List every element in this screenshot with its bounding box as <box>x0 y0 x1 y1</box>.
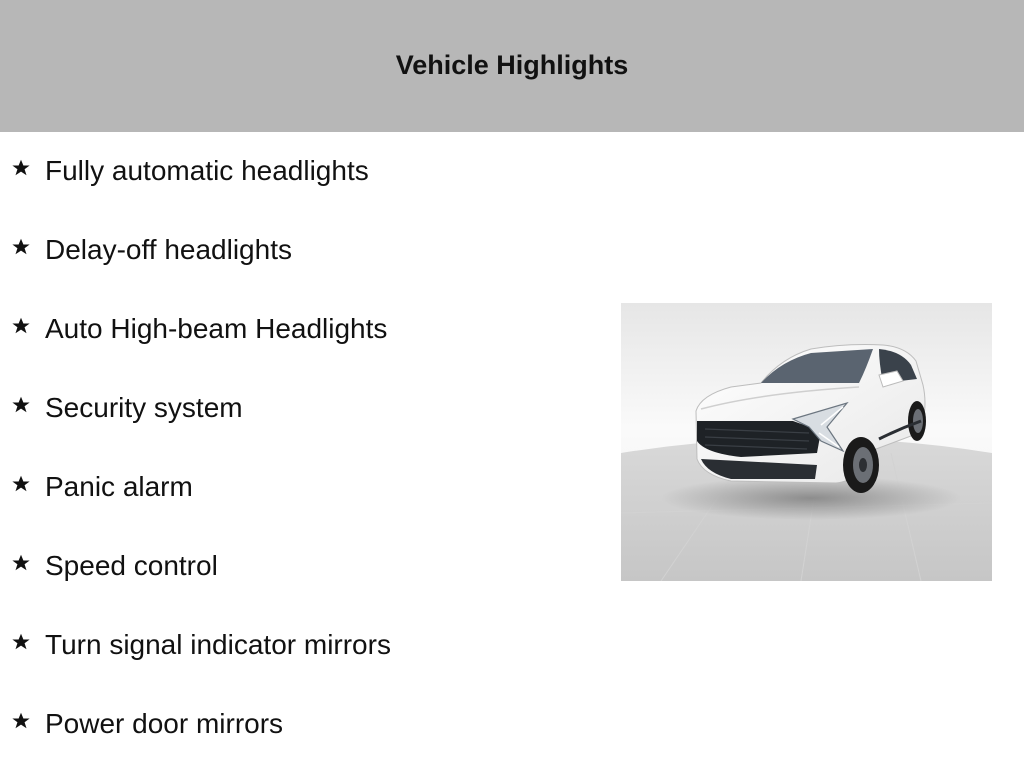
feature-label: Panic alarm <box>45 471 193 502</box>
list-item <box>0 448 600 527</box>
feature-list <box>0 132 600 764</box>
feature-label: Turn signal indicator mirrors <box>45 629 391 660</box>
vehicle-photo <box>621 303 992 581</box>
list-item <box>0 211 600 290</box>
feature-label: Power door mirrors <box>45 708 284 739</box>
star-icon <box>10 394 32 416</box>
list-item <box>0 527 600 606</box>
list-item <box>0 369 600 448</box>
star-icon <box>10 710 32 732</box>
list-item <box>0 606 600 685</box>
star-icon <box>10 552 32 574</box>
vehicle-illustration <box>621 303 992 581</box>
feature-label: Auto High-beam Headlights <box>45 313 388 344</box>
feature-label: Delay-off headlights <box>45 234 292 265</box>
list-item <box>0 290 600 369</box>
page-title: Vehicle Highlights <box>395 49 629 80</box>
highlights-header <box>0 0 1024 132</box>
feature-label: Speed control <box>45 550 218 581</box>
feature-label: Security system <box>45 392 243 423</box>
star-icon <box>10 473 32 495</box>
star-icon <box>10 236 32 258</box>
list-item <box>0 685 600 764</box>
list-item <box>0 132 600 211</box>
star-icon <box>10 157 32 179</box>
star-icon <box>10 315 32 337</box>
star-icon <box>10 631 32 653</box>
feature-label: Fully automatic headlights <box>45 155 369 186</box>
